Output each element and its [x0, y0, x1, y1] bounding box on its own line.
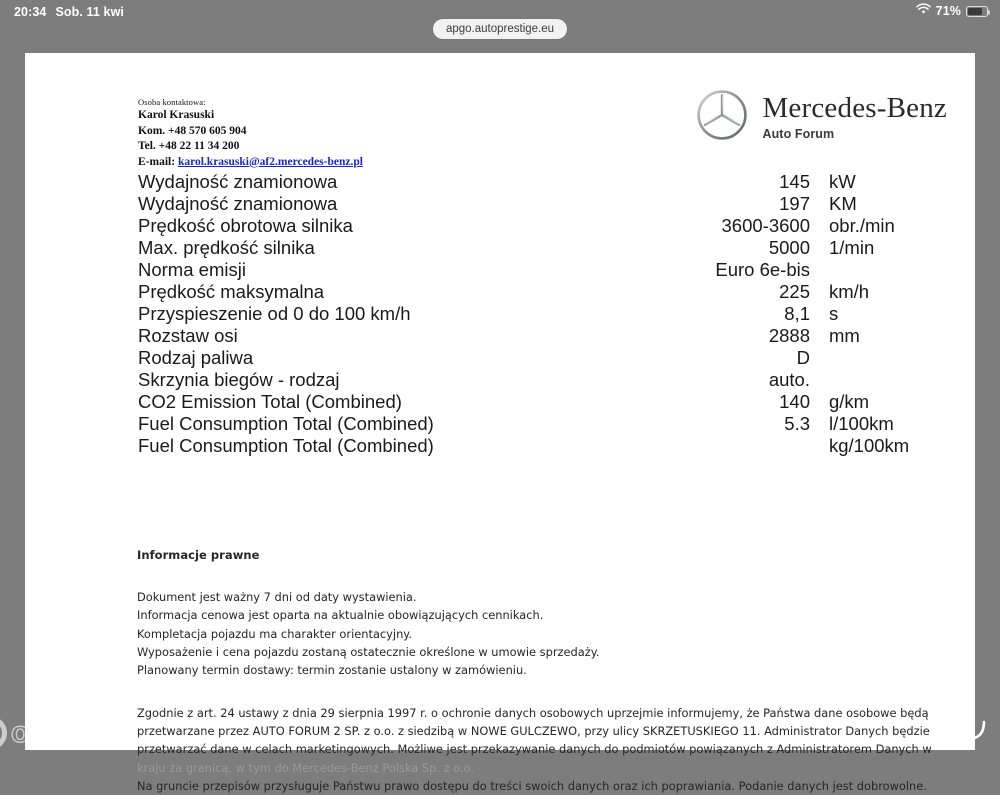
spec-value: 5.3 — [784, 413, 810, 434]
legal-block — [137, 548, 932, 795]
spec-value: 5000 — [768, 237, 810, 258]
legal-paragraph — [137, 704, 932, 795]
spec-unit: s — [829, 303, 839, 324]
spec-row — [138, 413, 938, 435]
spec-row — [138, 325, 938, 347]
legal-line: Planowany termin dostawy: termin zostanie ustalony w zamówieniu. — [137, 663, 527, 678]
spec-value: 140 — [779, 391, 810, 412]
spec-unit: mm — [829, 325, 860, 346]
battery-icon — [966, 6, 988, 17]
spec-label: Prędkość maksymalna — [138, 281, 325, 302]
status-bar-right — [916, 4, 988, 18]
spec-value: auto. — [768, 369, 810, 390]
legal-line: Kompletacja pojazdu ma charakter orientacyjny. — [137, 626, 413, 641]
spec-unit: kg/100km — [829, 435, 910, 456]
spec-row — [138, 435, 938, 457]
spec-value: 145 — [779, 171, 810, 192]
document-page — [25, 53, 975, 793]
legal-paragraph-line: Zgodnie z art. 24 ustawy z dnia 29 sierpnia 1997 r. o ochronie danych osobowych uprzejmie informujemy, że Państwa dane osobowe będą — [137, 705, 929, 720]
status-bar-left — [14, 5, 124, 19]
brand-subtitle: Auto Forum — [762, 127, 835, 142]
spec-label: Skrzynia biegów - rodzaj — [138, 369, 340, 390]
contact-email-link[interactable]: karol.krasuski@af2.mercedes-benz.pl — [177, 155, 363, 168]
legal-paragraph-line: przetwarzane przez AUTO FORUM 2 SP. z o.o. z siedzibą w NOWE GULCZEWO, przy ulicy SKRZETUSKIEGO 11. Administrator Danych będzie — [137, 724, 930, 739]
spec-label: Wydajność znamionowa — [138, 171, 338, 192]
spec-unit: km/h — [829, 281, 870, 302]
spec-value: 225 — [779, 281, 810, 302]
legal-paragraph-line: kraju za granicą, w tym do Mercedes-Benz Polska Sp. z o.o. — [137, 760, 474, 775]
spec-row — [138, 215, 938, 237]
spec-row — [138, 281, 938, 303]
spec-value: D — [796, 347, 810, 368]
mercedes-star-icon — [696, 89, 748, 146]
spec-value: 8,1 — [784, 303, 810, 324]
battery-percent-label: 71% — [935, 4, 961, 18]
spec-row — [138, 237, 938, 259]
spec-unit: obr./min — [829, 215, 895, 236]
spec-value: 197 — [779, 193, 810, 214]
spec-unit: kW — [829, 171, 856, 192]
legal-heading: Informacje prawne — [137, 548, 260, 562]
otomoto-logo-icon — [0, 716, 7, 750]
spec-label: Max. prędkość silnika — [138, 237, 315, 258]
legal-line: Wyposażenie i cena pojazdu zostaną ostatecznie określone w umowie sprzedaży. — [137, 645, 600, 660]
spec-table — [138, 171, 938, 457]
brand-text — [762, 94, 947, 141]
spec-row — [138, 303, 938, 325]
spec-label: Przyspieszenie od 0 do 100 km/h — [138, 303, 411, 324]
spec-unit: 1/min — [829, 237, 875, 258]
legal-paragraph-line: Na gruncie przepisów przysługuje Państwu prawo dostępu do treści swoich danych oraz ich poprawiania. Podanie danych jest dobrowolne. — [137, 778, 927, 793]
contact-block — [138, 97, 363, 170]
spec-row — [138, 193, 938, 215]
wifi-icon — [916, 4, 931, 18]
spec-row — [138, 171, 938, 193]
contact-phone: Tel. +48 22 11 34 200 — [138, 140, 240, 153]
battery-fill — [968, 8, 982, 15]
brand-block — [696, 89, 947, 146]
spec-row — [138, 347, 938, 369]
spec-row — [138, 369, 938, 391]
contact-email-row — [138, 155, 363, 170]
spec-value: Euro 6e-bis — [715, 259, 810, 280]
spec-row — [138, 259, 938, 281]
status-date: Sob. 11 kwi — [55, 5, 124, 19]
spec-unit: g/km — [829, 391, 870, 412]
legal-line: Informacja cenowa jest oparta na aktualnie obowiązujących cennikach. — [137, 608, 544, 623]
contact-mobile: Kom. +48 570 605 904 — [138, 124, 247, 137]
spec-unit: KM — [829, 193, 857, 214]
spec-label: Wydajność znamionowa — [138, 193, 338, 214]
status-time: 20:34 — [14, 5, 47, 19]
legal-paragraph-line: przetwarzać dane w celach marketingowych. Możliwe jest przekazywanie danych do podmiotów powiązanych z Administratorem Danych w — [137, 742, 932, 757]
home-indicator-arc — [962, 722, 988, 740]
contact-email-prefix: E-mail: — [138, 155, 178, 168]
spec-label: Norma emisji — [138, 259, 246, 280]
spec-label: Rozstaw osi — [138, 325, 238, 346]
spec-value: 2888 — [768, 325, 810, 346]
spec-label: Fuel Consumption Total (Combined) — [138, 413, 434, 434]
spec-unit: l/100km — [829, 413, 894, 434]
spec-row — [138, 391, 938, 413]
spec-value: 3600-3600 — [721, 215, 810, 236]
spec-label: Fuel Consumption Total (Combined) — [138, 435, 434, 456]
legal-line: Dokument jest ważny 7 dni od daty wystawienia. — [137, 590, 417, 604]
url-pill[interactable]: apgo.autoprestige.eu — [433, 19, 567, 39]
brand-name: Mercedes-Benz — [762, 92, 947, 125]
contact-label: Osoba kontaktowa: — [138, 97, 206, 107]
spec-label: CO2 Emission Total (Combined) — [138, 391, 402, 412]
spec-label: Prędkość obrotowa silnika — [138, 215, 353, 236]
spec-label: Rodzaj paliwa — [138, 347, 254, 368]
legal-list — [137, 588, 875, 680]
contact-name: Karol Krasuski — [138, 109, 215, 122]
